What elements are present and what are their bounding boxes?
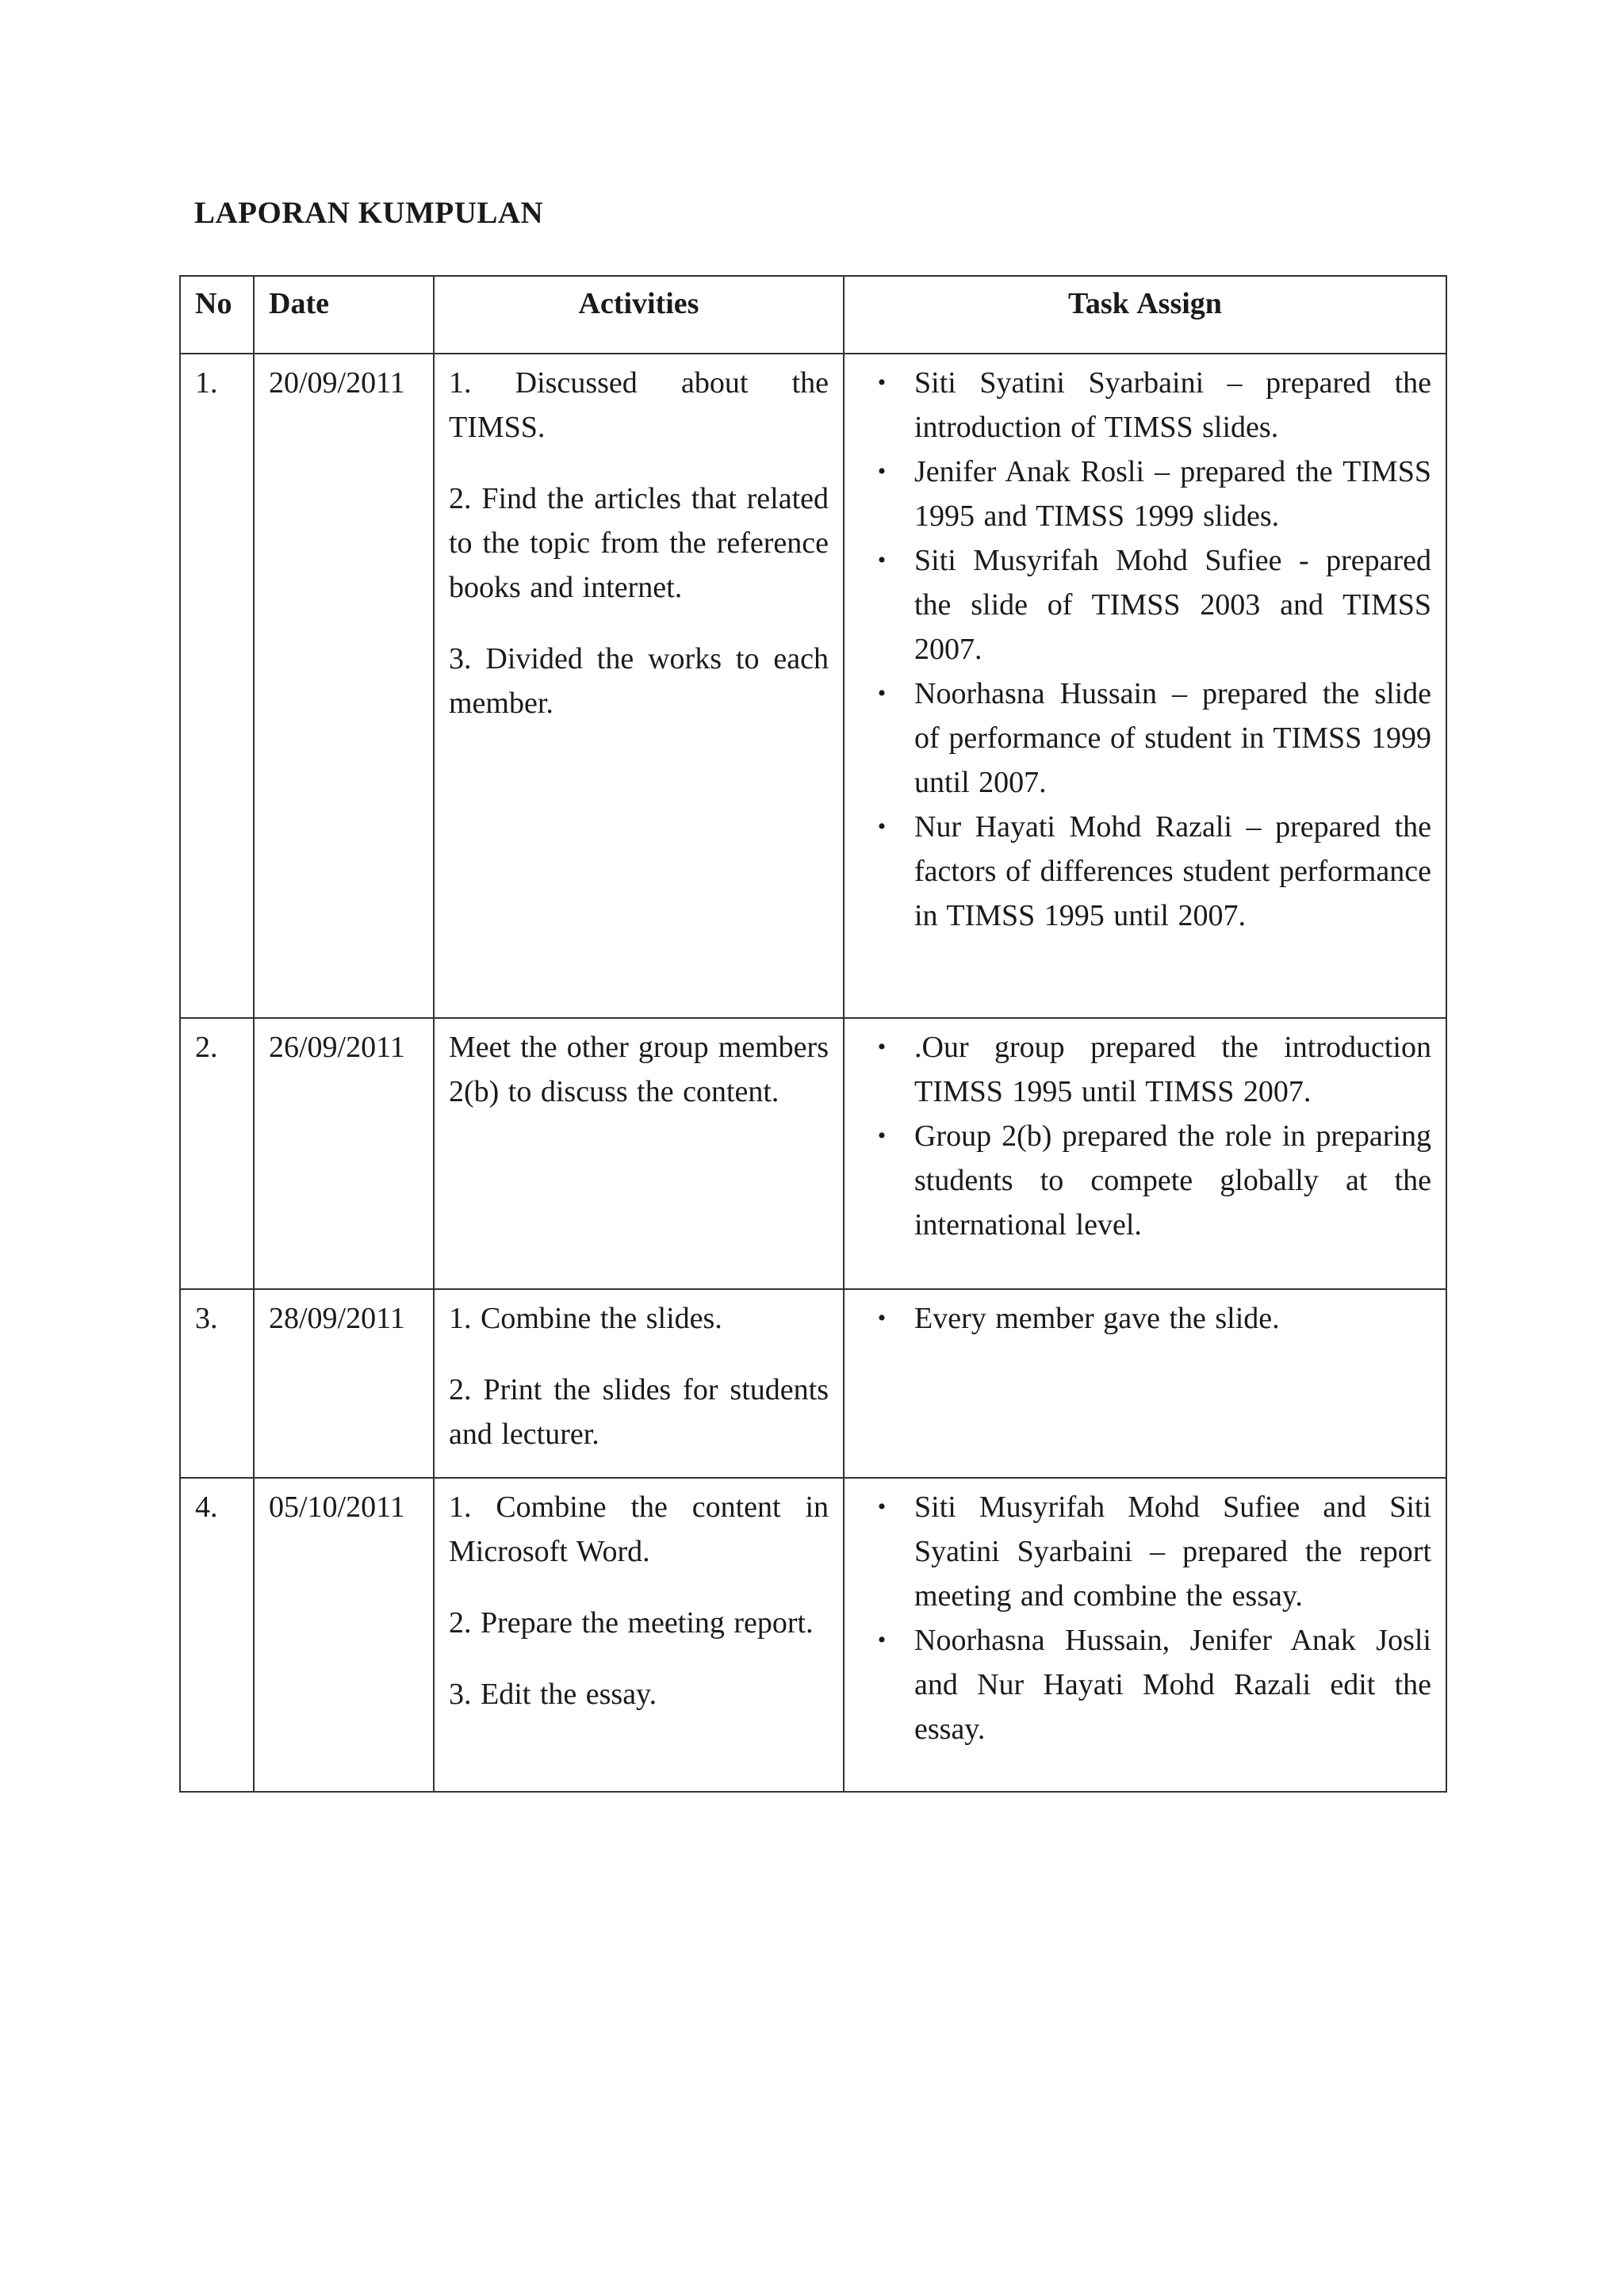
activity-item: 3. Divided the works to each member. <box>449 642 829 720</box>
task-text: Siti Musyrifah Mohd Sufiee and Siti Syatini Syarbaini – prepared the report meeting and combine the essay. <box>914 1490 1431 1613</box>
task-text: Jenifer Anak Rosli – prepared the TIMSS 1995 and TIMSS 1999 slides. <box>914 455 1431 533</box>
task-item <box>859 1025 1431 1114</box>
bullet-icon: • <box>877 1034 887 1060</box>
activity-item: 3. Edit the essay. <box>449 1678 657 1711</box>
group-report-table <box>179 275 1447 1793</box>
row-number: 3. <box>180 1289 254 1478</box>
task-assign-cell <box>844 354 1446 1018</box>
task-list <box>859 1025 1431 1247</box>
bullet-icon: • <box>877 369 887 396</box>
task-text: Nur Hayati Mohd Razali – prepared the factors of differences student performance in TIMSS 1995 until 2007. <box>914 810 1431 932</box>
task-item <box>859 1114 1431 1247</box>
table-header-row <box>180 276 1446 354</box>
task-item <box>859 1296 1431 1341</box>
task-list <box>859 1485 1431 1751</box>
activity-item: 2. Prepare the meeting report. <box>449 1606 814 1640</box>
activities-cell <box>434 1289 844 1478</box>
bullet-icon: • <box>877 1123 887 1149</box>
task-item <box>859 1618 1431 1751</box>
row-number: 1. <box>180 354 254 1018</box>
row-date: 20/09/2011 <box>254 354 434 1018</box>
activities-cell <box>434 354 844 1018</box>
task-item <box>859 538 1431 672</box>
row-date: 05/10/2011 <box>254 1478 434 1792</box>
table-row <box>180 1018 1446 1289</box>
header-activities: Activities <box>434 276 844 354</box>
page-title: LAPORAN KUMPULAN <box>194 196 544 230</box>
task-text: Noorhasna Hussain – prepared the slide of performance of student in TIMSS 1999 until 2007. <box>914 677 1431 799</box>
activity-item: 1. Discussed about the TIMSS. <box>449 366 829 444</box>
task-text: Siti Syatini Syarbaini – prepared the introduction of TIMSS slides. <box>914 366 1431 444</box>
row-date: 26/09/2011 <box>254 1018 434 1289</box>
header-no: No <box>180 276 254 354</box>
task-text: Every member gave the slide. <box>914 1302 1280 1335</box>
bullet-icon: • <box>877 680 887 706</box>
activity-item: Meet the other group members 2(b) to discuss the content. <box>449 1031 829 1108</box>
task-assign-cell <box>844 1289 1446 1478</box>
task-text: .Our group prepared the introduction TIMSS 1995 until TIMSS 2007. <box>914 1031 1431 1108</box>
activity-item: 1. Combine the slides. <box>449 1302 722 1335</box>
task-assign-cell <box>844 1478 1446 1792</box>
header-task-assign: Task Assign <box>844 276 1446 354</box>
row-number: 4. <box>180 1478 254 1792</box>
row-date: 28/09/2011 <box>254 1289 434 1478</box>
bullet-icon: • <box>877 1494 887 1520</box>
bullet-icon: • <box>877 1627 887 1653</box>
task-item <box>859 361 1431 450</box>
task-item <box>859 805 1431 938</box>
table-row <box>180 1289 1446 1478</box>
row-number: 2. <box>180 1018 254 1289</box>
task-item <box>859 672 1431 805</box>
task-text: Group 2(b) prepared the role in preparing students to compete globally at the international level. <box>914 1119 1431 1242</box>
task-item <box>859 450 1431 538</box>
bullet-icon: • <box>877 813 887 840</box>
task-assign-cell <box>844 1018 1446 1289</box>
header-date: Date <box>254 276 434 354</box>
task-list <box>859 361 1431 938</box>
task-text: Siti Musyrifah Mohd Sufiee - prepared the slide of TIMSS 2003 and TIMSS 2007. <box>914 544 1431 666</box>
activity-item: 1. Combine the content in Microsoft Word. <box>449 1490 829 1568</box>
table-row <box>180 354 1446 1018</box>
activities-cell <box>434 1478 844 1792</box>
bullet-icon: • <box>877 547 887 573</box>
bullet-icon: • <box>877 458 887 484</box>
task-item <box>859 1485 1431 1618</box>
bullet-icon: • <box>877 1305 887 1331</box>
activity-item: 2. Find the articles that related to the topic from the reference books and internet. <box>449 482 829 604</box>
activities-cell <box>434 1018 844 1289</box>
activity-item: 2. Print the slides for students and lecturer. <box>449 1373 829 1451</box>
task-list <box>859 1296 1431 1341</box>
task-text: Noorhasna Hussain, Jenifer Anak Josli and Nur Hayati Mohd Razali edit the essay. <box>914 1624 1431 1746</box>
table-row <box>180 1478 1446 1792</box>
